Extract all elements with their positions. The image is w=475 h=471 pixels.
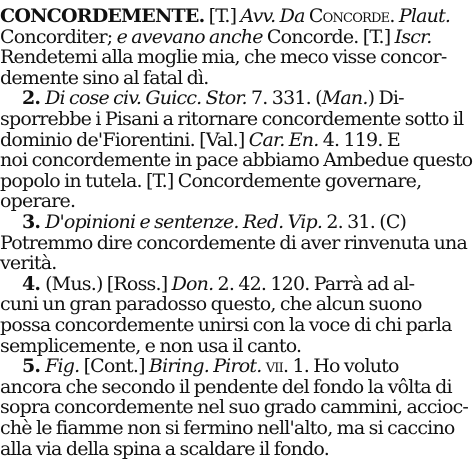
text-run: Don.: [171, 272, 214, 295]
text-run: Car. En.: [248, 128, 319, 151]
text-run: Iscr.: [394, 25, 432, 48]
text-run: Man.: [321, 87, 368, 110]
text-run: ancora che secondo il pendente del fondo la vôlta di: [0, 375, 452, 398]
text-run: ) Di-: [367, 87, 404, 110]
text-run: operare.: [0, 190, 76, 213]
text-run: alla via della spina a scaldare il fondo.: [0, 437, 329, 460]
text-run: [Cont.]: [79, 355, 149, 378]
text-run: dominio de'Fiorentini. [Val.]: [0, 128, 249, 151]
text-run: Concorde: [308, 5, 390, 27]
text-run: 2. 42. 120. Parrà ad al-: [213, 272, 415, 295]
text-run: Potremmo dire concordemente di aver rinvenuta una: [0, 231, 467, 254]
text-run: .: [389, 5, 399, 27]
text-run: Fig.: [45, 355, 80, 378]
text-run: popolo in tutela. [T.] Concordemente governare,: [0, 169, 422, 192]
text-run: 4. 119. E: [318, 128, 400, 151]
text-run: . 1. Ho voluto: [282, 355, 399, 378]
text-run: 4.: [22, 272, 46, 295]
text-run: (Mus.) [Ross.]: [45, 272, 172, 295]
text-run: Plaut.: [398, 5, 451, 27]
text-run: 3.: [22, 211, 46, 233]
text-run: Concorditer;: [0, 25, 117, 48]
text-run: cuni un gran paradosso questo, che alcun suono: [0, 293, 422, 316]
text-run: D'opinioni e sentenze. Red. Vip.: [45, 211, 323, 233]
text-run: noi concordemente in pace abbiamo Ambedue questo: [0, 149, 473, 172]
text-run: possa concordemente unirsi con la voce di chi parla: [0, 314, 452, 336]
text-run: chè le fiamme non si fermino nell'alto, ma si caccino: [0, 417, 455, 439]
text-run: semplicemente, e non usa il canto.: [0, 334, 302, 357]
text-run: 2.: [22, 87, 46, 110]
entry-line: [0, 436, 475, 462]
text-run: 2. 31. (C): [322, 211, 407, 233]
text-run: sporrebbe i Pisani a ritornare concordemente sotto il: [0, 108, 464, 130]
text-run: verità.: [0, 252, 57, 275]
text-run: Rendetemi alla moglie mia, che meco visse concor-: [0, 46, 447, 69]
text-run: [T.]: [204, 5, 241, 27]
text-run: CONCORDEMENTE.: [0, 5, 205, 27]
text-run: Di cose civ. Guicc. Stor.: [45, 87, 247, 110]
text-run: sopra concordemente nel suo grado cammini, accioc-: [0, 396, 469, 419]
text-run: 7. 331. (: [246, 87, 322, 110]
text-run: Avv. Da: [240, 5, 309, 27]
text-run: Biring. Pirot.: [148, 355, 262, 378]
text-run: e avevano anche: [116, 25, 263, 48]
text-run: demente sino al fatal dì.: [0, 66, 209, 89]
text-run: Concorde. [T.]: [262, 25, 395, 48]
text-run: vii: [265, 355, 283, 378]
text-run: 5.: [22, 355, 46, 378]
